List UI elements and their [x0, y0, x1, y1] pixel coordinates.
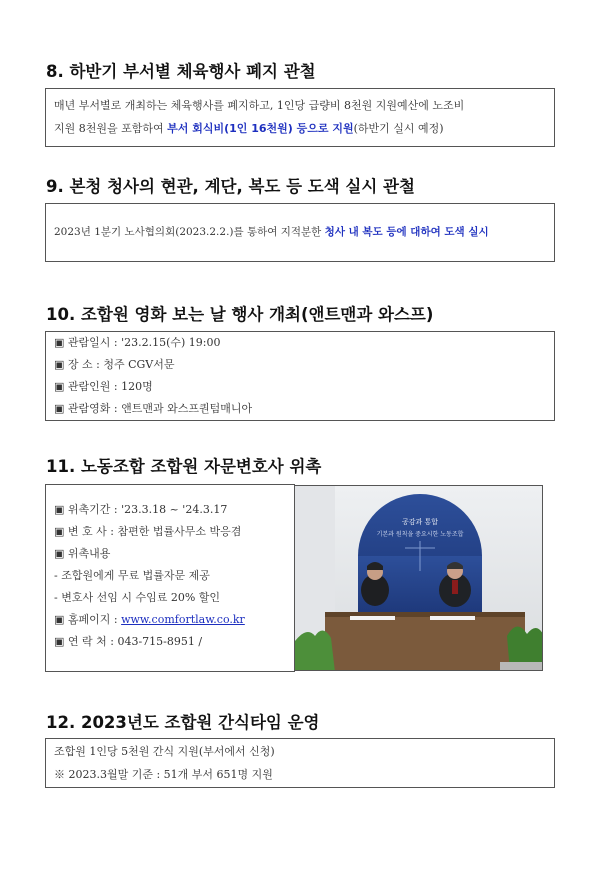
- section-11-item: ▣ 위촉기간 : '23.3.18 ~ '24.3.17: [54, 503, 228, 516]
- signing-photo: [294, 485, 543, 671]
- section-8-title: 8. 하반기 부서별 체육행사 폐지 관철: [46, 62, 316, 81]
- section-10-item: ▣ 장 소 : 청주 CGV서문: [54, 358, 175, 371]
- section-10-item: ▣ 관람영화 : 앤트맨과 와스프퀀텀매니아: [54, 402, 253, 415]
- section-12-line-1: 조합원 1인당 5천원 간식 지원(부서에서 신청): [54, 745, 275, 758]
- section-8-line-2: [54, 117, 546, 140]
- section-12-line-2: ※ 2023.3월말 기준 : 51개 부서 651명 지원: [54, 768, 273, 781]
- section-11-item: - 변호사 선임 시 수임료 20% 할인: [54, 591, 221, 604]
- section-11-title: 11. 노동조합 조합원 자문변호사 위촉: [46, 457, 322, 476]
- section-10-title: 10. 조합원 영화 보는 날 행사 개최(앤트맨과 와스프): [46, 305, 434, 324]
- section-11-homepage: [54, 609, 286, 631]
- section-10-item: ▣ 관람인원 : 120명: [54, 380, 153, 393]
- banner-text-2: 기본과 원칙을 중요시한 노동조합: [376, 531, 464, 538]
- section-9-highlight: 청사 내 복도 등에 대하여 도색 실시: [324, 226, 489, 238]
- section-10-box: [45, 331, 555, 421]
- section-9-line-pre: 2023년 1분기 노사협의회(2023.2.2.)를 통하여 지적분한: [54, 226, 325, 238]
- section-12-title: 12. 2023년도 조합원 간식타임 운영: [46, 713, 320, 732]
- section-9-line: [54, 221, 546, 244]
- section-11-contact: ▣ 연 락 처 : 043-715-8951 /: [54, 635, 203, 648]
- section-8-line-1: 매년 부서별로 개최하는 체육행사를 폐지하고, 1인당 급량비 8천원 지원예산에 노조비: [54, 99, 465, 112]
- section-8-line-2-pre: 지원 8천원을 포함하여: [54, 122, 168, 135]
- section-9-title: 9. 본청 청사의 현관, 계단, 복도 등 도색 실시 관철: [46, 177, 415, 196]
- section-11-item: ▣ 위촉내용: [54, 547, 111, 560]
- section-9-box: [45, 203, 555, 262]
- section-11-item: ▣ 변 호 사 : 참편한 법률사무소 박응겸: [54, 525, 242, 538]
- homepage-link[interactable]: www.comfortlaw.co.kr: [121, 613, 245, 626]
- section-8-highlight: 부서 회식비(1인 16천원) 등으로 지원: [167, 122, 354, 135]
- section-11-box: [45, 484, 295, 672]
- section-10-item: ▣ 관람일시 : '23.2.15(수) 19:00: [54, 336, 221, 349]
- banner-text-1: 공감과 통합: [401, 518, 439, 526]
- homepage-label: ▣ 홈페이지 :: [54, 613, 122, 626]
- section-12-box: [45, 738, 555, 788]
- section-11-item: - 조합원에게 무료 법률자문 제공: [54, 569, 210, 582]
- section-8-line-2-post: (하반기 실시 예정): [353, 122, 444, 135]
- section-8-box: [45, 88, 555, 147]
